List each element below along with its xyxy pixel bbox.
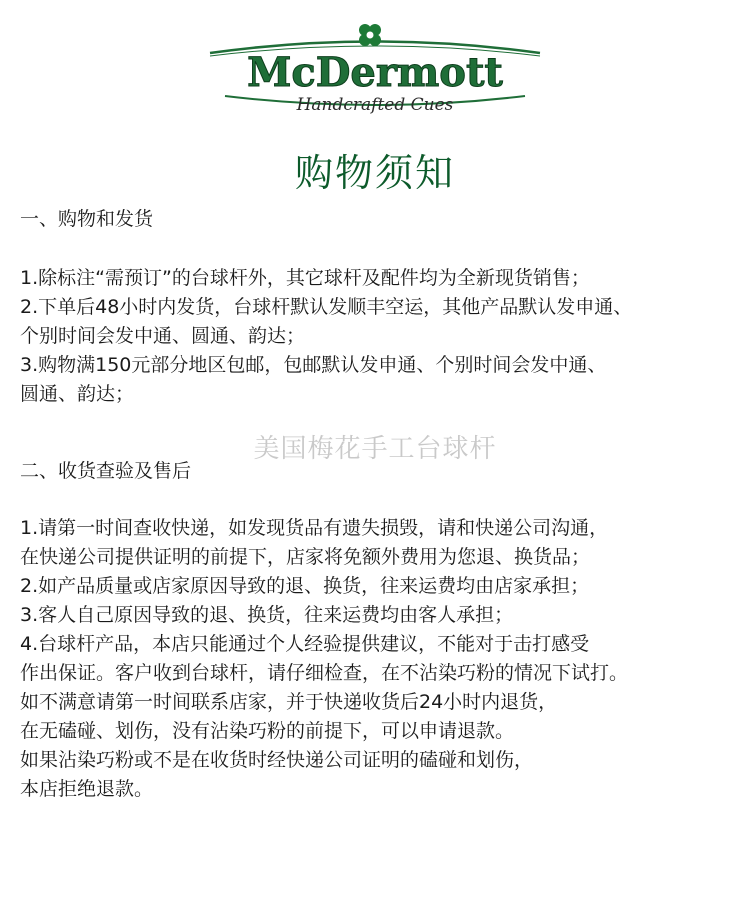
mcdermott-logo: [205, 18, 545, 118]
text-line: 1.请第一时间查收快递，如发现货品有遗失损毁，请和快递公司沟通，: [20, 517, 609, 539]
text-line: 本店拒绝退款。: [20, 778, 154, 800]
text-line: 如果沾染巧粉或不是在收货时经快递公司证明的磕碰和划伤，: [20, 749, 534, 771]
watermark: 美国梅花手工台球杆: [253, 434, 497, 464]
text-line: 圆通、韵达；: [20, 383, 135, 405]
text-line: 2.如产品质量或店家原因导致的退、换货，往来运费均由店家承担；: [20, 575, 590, 597]
clover-icon: [359, 24, 381, 46]
text-line: 1.除标注“需预订”的台球杆外，其它球杆及配件均为全新现货销售；: [20, 267, 590, 289]
text-line: 4.台球杆产品，本店只能通过个人经验提供建议，不能对于击打感受: [20, 633, 590, 655]
text-line: 个别时间会发中通、圆通、韵达；: [20, 325, 306, 347]
text-line: 3.购物满150元部分地区包邮，包邮默认发申通、个别时间会发中通、: [20, 354, 607, 376]
text-line: 3.客人自己原因导致的退、换货，往来运费均由客人承担；: [20, 604, 514, 626]
section-heading-aftersales: 二、收货查验及售后: [20, 460, 192, 482]
logo-tagline: Handcrafted Cues: [296, 95, 454, 115]
text-line: 在快递公司提供证明的前提下，店家将免额外费用为您退、换货品；: [20, 546, 591, 568]
section-heading-shipping: 一、购物和发货: [20, 208, 154, 230]
text-line: 2.下单后48小时内发货，台球杆默认发顺丰空运，其他产品默认发申通、: [20, 296, 633, 318]
text-line: 作出保证。客户收到台球杆，请仔细检查，在不沾染巧粉的情况下试打。: [20, 662, 629, 684]
logo-brand: McDermott: [247, 49, 503, 96]
text-line: 如不满意请第一时间联系店家，并于快递收货后24小时内退货，: [20, 691, 558, 713]
page-title: 购物须知: [294, 151, 455, 195]
text-line: 在无磕碰、划伤，没有沾染巧粉的前提下，可以申请退款。: [20, 720, 515, 742]
